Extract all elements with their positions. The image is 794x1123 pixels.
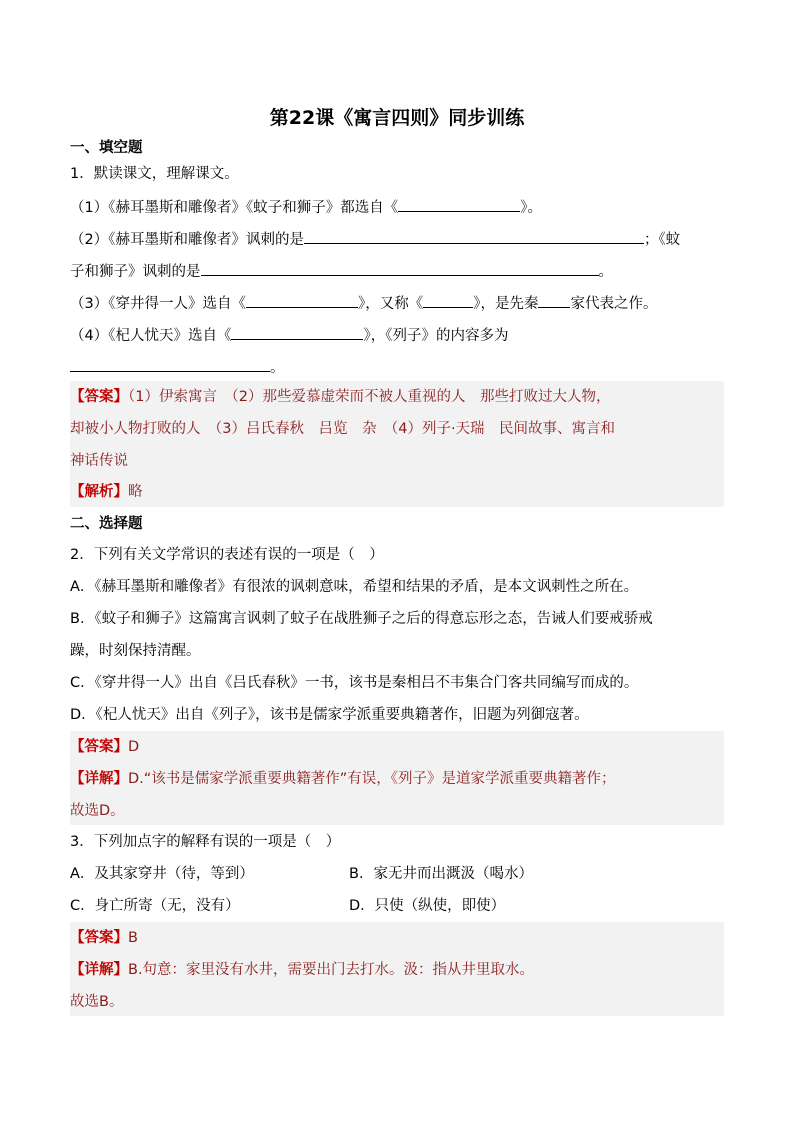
q3-row2 [70,895,724,917]
analysis-label: 【解析】 [70,484,128,500]
q2-answer-text: D [128,739,140,755]
q3-option-c[interactable]: C．身亡所寄（无，没有） [70,898,240,914]
answer-blank[interactable] [246,292,358,308]
q1-stem: 1．默读课文，理解课文。 [70,166,239,182]
answer-blank[interactable] [398,196,520,212]
q1-part4-cont [70,356,724,379]
section-heading-choice: 二、选择题 [70,516,143,532]
answer-label: 【答案】 [70,389,128,405]
q2-option-b-cont: 躁，时刻保持清醒。 [70,643,201,659]
q1-part4-text-b: 》，《列子》的内容多为 [363,328,509,344]
q2-answer-line [70,736,724,758]
q1-part4-text-c: 。 [270,360,285,376]
q2-detail-text: D.“该书是儒家学派重要典籍著作”有误，《列子》是道家学派重要典籍著作； [128,771,616,787]
detail-label: 【详解】 [70,771,128,787]
answer-label: 【答案】 [70,739,128,755]
answer-blank[interactable] [231,324,363,340]
q1-part3-text-a: （3）《穿井得一人》选自《 [70,296,246,312]
q1-part2 [70,228,724,251]
q3-row1 [70,863,724,885]
q3-stem: 3．下列加点字的解释有误的一项是（ ） [70,834,341,850]
q1-part3-text-d: 家代表之作。 [570,296,658,312]
q1-part3-text-b: 》，又称《 [357,296,424,312]
q3-option-d[interactable]: D．只使（纵使，即使） [349,898,506,914]
q1-answer-line2: 却被小人物打败的人 （3）吕氏春秋 吕览 杂 （4）列子·天瑞 民间故事、寓言和 [70,421,616,437]
q3-conclusion: 故选B。 [70,994,124,1010]
answer-blank[interactable] [201,260,599,276]
q2-answer-box [70,731,724,825]
q1-part3 [70,292,724,315]
q1-part2-cont [70,260,724,283]
answer-blank[interactable] [304,228,644,244]
q3-detail-line [70,959,724,981]
q1-answer-line1 [70,386,724,408]
q1-part1 [70,196,724,219]
q2-option-b[interactable]: B．《蚊子和狮子》这篇寓言讽刺了蚊子在战胜狮子之后的得意忘形之态，告诫人们要戒骄戒 [70,611,653,627]
q1-part1-text-b: 》。 [520,200,542,216]
q3-answer-line [70,927,724,949]
q1-part2-text-a: （2）《赫耳墨斯和雕像者》讽刺的是 [70,232,304,248]
answer-blank[interactable] [423,292,473,308]
answer-blank[interactable] [538,292,570,308]
q2-option-d[interactable]: D．《杞人忧天》出自《列子》，该书是儒家学派重要典籍著作，旧题为列御寇著。 [70,707,589,723]
q1-answer-text-1: （1）伊索寓言 （2）那些爱慕虚荣而不被人重视的人 那些打败过大人物， [128,389,611,405]
answer-blank[interactable] [70,356,270,372]
q1-answer-line3: 神话传说 [70,453,128,469]
q2-detail-line [70,768,724,790]
q1-part2-text-d: 。 [598,264,613,280]
page-title: 第22课《寓言四则》同步训练 [269,107,525,129]
q1-answer-box [70,381,724,507]
answer-label: 【答案】 [70,930,128,946]
q3-answer-box [70,922,724,1016]
q2-stem: 2．下列有关文学常识的表述有误的一项是（ ） [70,547,384,563]
q3-option-b[interactable]: B．家无井而出溉汲（喝水） [349,866,533,882]
q2-option-c[interactable]: C．《穿井得一人》出自《吕氏春秋》一书，该书是秦相吕不韦集合门客共同编写而成的。 [70,675,639,691]
q3-option-a[interactable]: A．及其家穿井（待，等到） [70,866,254,882]
q1-part3-text-c: 》，是先秦 [473,296,539,312]
detail-label: 【详解】 [70,962,128,978]
q2-option-a[interactable]: A．《赫耳墨斯和雕像者》有很浓的讽刺意味，希望和结果的矛盾，是本文讽刺性之所在。 [70,579,639,595]
q1-part2-text-b: ；《蚊 [643,232,681,248]
q1-part4 [70,324,724,347]
q1-analysis-text: 略 [128,484,143,500]
q1-analysis-line [70,481,724,503]
q3-answer-text: B [128,930,138,946]
q2-conclusion: 故选D。 [70,803,125,819]
q1-part4-text-a: （4）《杞人忧天》选自《 [70,328,232,344]
q1-part2-text-c: 子和狮子》讽刺的是 [70,264,201,280]
q3-detail-text: B.句意：家里没有水井，需要出门去打水。汲：指从井里取水。 [128,962,535,978]
q1-part1-text-a: （1）《赫耳墨斯和雕像者》《蚊子和狮子》都选自《 [70,200,399,216]
section-heading-fill-blank: 一、填空题 [70,140,143,156]
